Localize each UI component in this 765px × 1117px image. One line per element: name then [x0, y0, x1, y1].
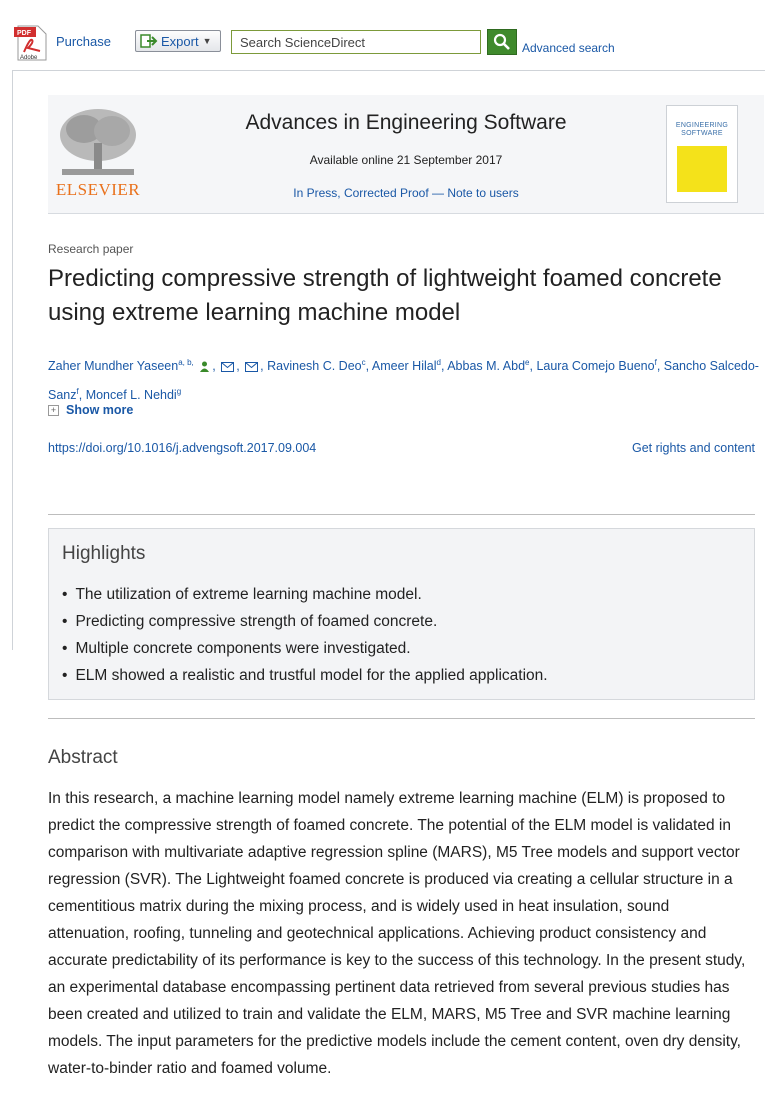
journal-title[interactable]: Advances in Engineering Software — [245, 111, 567, 134]
section-divider — [48, 718, 755, 719]
highlight-item: • The utilization of extreme learning machine model. — [62, 581, 548, 608]
author-affiliation: c — [361, 358, 366, 367]
export-button[interactable] — [135, 30, 221, 52]
doi-link[interactable]: https://doi.org/10.1016/j.advengsoft.2017.09.004 — [48, 441, 317, 455]
highlights-box — [48, 528, 755, 700]
author-name[interactable]: Laura Comejo Bueno — [536, 359, 655, 374]
author-name[interactable]: Zaher Mundher Yaseen — [48, 359, 179, 374]
highlight-item: • Multiple concrete components were investigated. — [62, 635, 548, 662]
left-divider — [12, 70, 13, 650]
email-icon[interactable] — [221, 362, 234, 372]
top-divider — [12, 70, 765, 71]
search-icon — [493, 33, 511, 51]
abstract-body: In this research, a machine learning model namely extreme learning machine (ELM) is proposed to predict the compressive strength of foamed concrete. The potential of the ELM model is validated in comparison with multivariate adaptive regression spline (MARS), M5 Tree models and support vector regression (SVR). The Lightweight foamed concrete is produced via creating a cellular structure in a cementitious matrix during the mixing process, and is widely used in heat insulation, sound attenuation, roofing, tunneling and geotechnical applications. Achieving product consistency and accurate predictability of its performance is key to the success of this technology. In the present study, an experimental database encompassing pertinent data retrieved from several previous studies has been created and utilized to train and validate the ELM, MARS, M5 Tree and SVR machine learning models. The input parameters for the predictive models include the cement content, oven dry density, water-to-binder ratio and foamed volume. — [48, 790, 746, 1077]
article-title: Predicting compressive strength of lightweight foamed concrete using extreme learning machine model — [48, 265, 722, 326]
cover-title: ENGINEERING SOFTWARE — [675, 122, 729, 137]
author-affiliation: f — [76, 387, 79, 397]
abstract-heading: Abstract — [48, 747, 118, 768]
in-press-line — [48, 186, 764, 200]
cover-graphic — [677, 146, 727, 192]
export-label: Export — [161, 33, 199, 49]
plus-icon: + — [48, 405, 59, 416]
export-icon — [140, 34, 158, 48]
section-divider — [48, 514, 755, 515]
author-name[interactable]: Moncef L. Nehdi — [85, 388, 177, 403]
pdf-icon[interactable] — [14, 24, 50, 62]
note-to-users-link[interactable]: Note to users — [447, 186, 519, 200]
show-more-toggle[interactable] — [48, 403, 133, 417]
author-name[interactable]: Abbas M. Abd — [447, 359, 526, 374]
author-name[interactable]: Ameer Hilal — [371, 359, 437, 374]
in-press-link[interactable]: In Press, Corrected Proof — [293, 186, 429, 200]
in-press-separator: — — [428, 186, 448, 200]
adobe-brand-text: Adobe — [20, 55, 38, 61]
available-online: Available online 21 September 2017 — [309, 153, 503, 167]
journal-header — [48, 95, 764, 214]
author-name[interactable]: Sancho Salcedo-Sanz — [48, 359, 759, 403]
author-affiliation: e — [525, 358, 530, 367]
pdf-badge-text: PDF — [17, 30, 31, 37]
search-button[interactable] — [487, 29, 517, 55]
highlight-item: • ELM showed a realistic and trustful model for the applied application. — [62, 662, 548, 689]
author-name[interactable]: Ravinesh C. Deo — [267, 359, 362, 374]
highlight-item: • Predicting compressive strength of foamed concrete. — [62, 608, 548, 635]
email-icon[interactable] — [245, 362, 258, 372]
advanced-search-link[interactable]: Advanced search — [522, 41, 615, 55]
author-affiliation: g — [176, 387, 182, 397]
author-list: Zaher Mundher Yaseen$^{a, b,}$ , , , Ravinesh C. Deo$^c$, Ameer Hilal$^d$, Abbas M. Abd$^e$, Laura Comejo Bueno$^f$, Sancho Salcedo-Sanz$^f$, Moncef L. Nehdi$^g$ — [48, 358, 759, 403]
highlights-heading: Highlights — [62, 543, 146, 564]
rights-link[interactable]: Get rights and content — [632, 441, 755, 455]
author-affiliation: d — [436, 358, 441, 367]
top-toolbar — [0, 0, 765, 88]
article-type: Research paper — [48, 242, 134, 256]
show-more-label: Show more — [66, 403, 134, 417]
author-affiliation: f — [654, 358, 657, 367]
search-input[interactable] — [231, 30, 481, 54]
person-icon[interactable] — [199, 361, 210, 373]
purchase-link[interactable]: Purchase — [56, 34, 111, 49]
highlights-list — [62, 581, 548, 689]
journal-cover-image[interactable] — [666, 105, 738, 203]
publisher-name: ELSEVIER — [55, 180, 141, 199]
chevron-down-icon: ▼ — [202, 36, 212, 46]
author-affiliation: a, b, — [178, 358, 194, 367]
